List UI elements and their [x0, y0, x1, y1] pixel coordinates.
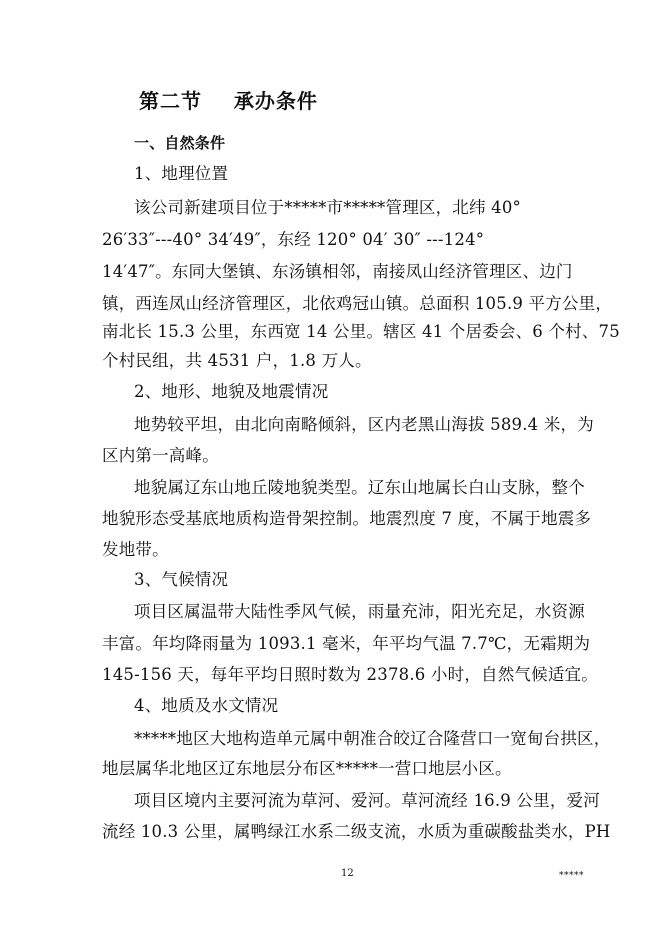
paragraph-line: 26′33″---40° 34′49″，东经 120° 04′ 30″ ---124°	[102, 230, 485, 249]
paragraph-line: *****地区大地构造单元属中朝准合皎辽合隆营口一宽甸台拱区，	[134, 729, 611, 748]
footer-mark: *****	[559, 871, 584, 881]
paragraph-line: 区内第一高峰。	[102, 446, 219, 465]
paragraph-line: 地貌属辽东山地丘陵地貌类型。辽东山地属长白山支脉，整个	[134, 478, 585, 497]
subsection-heading-natural-conditions: 一、自然条件	[134, 134, 226, 152]
paragraph-line: 项目区境内主要河流为草河、爱河。草河流经 16.9 公里，爱河	[134, 791, 600, 810]
heading-terrain: 2、地形、地貌及地震情况	[134, 382, 329, 401]
paragraph-line: 项目区属温带大陆性季风气候，雨量充沛，阳光充足，水资源	[134, 602, 585, 621]
paragraph-line: 发地带。	[102, 540, 169, 559]
heading-geographic-location: 1、地理位置	[134, 164, 229, 183]
paragraph-line: 14′47″。东同大堡镇、东汤镇相邻，南接凤山经济管理区、边门	[102, 262, 573, 281]
paragraph-line: 145-156 天，每年平均日照时数为 2378.6 小时，自然气候适宜。	[102, 665, 598, 684]
section-title: 第二节 承办条件	[139, 89, 318, 113]
paragraph-line: 地势较平坦，由北向南略倾斜，区内老黑山海拔 589.4 米，为	[134, 415, 594, 434]
paragraph-line: 丰富。年均降雨量为 1093.1 毫米，年平均气温 7.7℃，无霜期为	[102, 634, 591, 653]
paragraph-line: 南北长 15.3 公里，东西宽 14 公里。辖区 41 个居委会、6 个村、75	[102, 322, 620, 341]
paragraph-line: 流经 10.3 公里，属鸭绿江水系二级支流，水质为重碳酸盐类水，PH	[102, 822, 611, 841]
paragraph-line: 个村民组，共 4531 户，1.8 万人。	[102, 351, 372, 370]
paragraph-line: 地层属华北地区辽东地层分布区*****一营口地层小区。	[102, 759, 512, 778]
paragraph-line: 地貌形态受基底地质构造骨架控制。地震烈度 7 度，不属于地震多	[102, 509, 592, 528]
paragraph-line: 镇，西连凤山经济管理区，北依鸡冠山镇。总面积 105.9 平方公里，	[102, 294, 613, 313]
heading-climate: 3、气候情况	[134, 570, 229, 589]
heading-geology-hydrology: 4、地质及水文情况	[134, 696, 279, 715]
paragraph-line: 该公司新建项目位于*****市*****管理区，北纬 40°	[134, 198, 521, 217]
page-number: 12	[341, 868, 354, 879]
